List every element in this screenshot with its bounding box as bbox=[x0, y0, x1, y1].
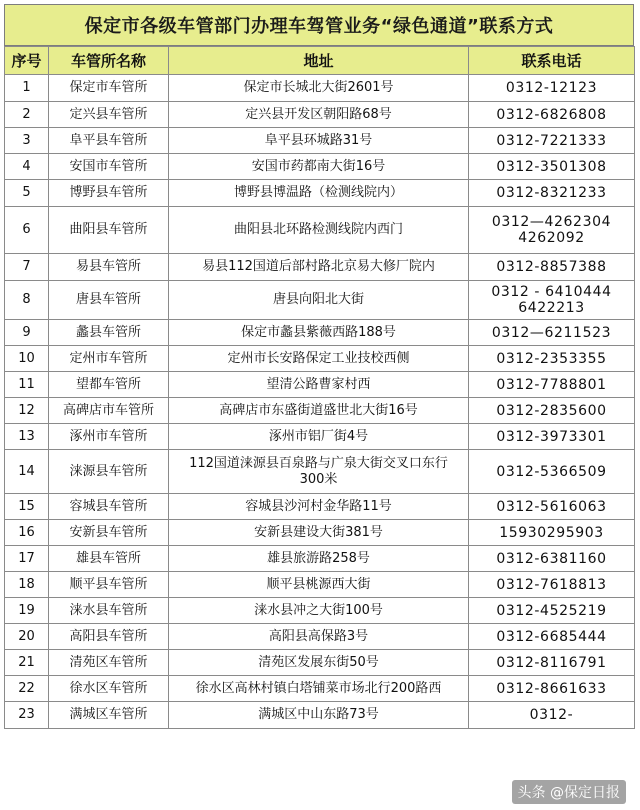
cell-index bbox=[5, 702, 49, 729]
cell-index-text: 16 bbox=[18, 524, 35, 540]
table-row bbox=[5, 398, 635, 424]
cell-phone bbox=[469, 424, 635, 450]
cell-address-text: 保定市长城北大街2601号 bbox=[243, 80, 394, 95]
cell-phone-text: 0312-2353355 bbox=[496, 350, 607, 367]
table-row bbox=[5, 102, 635, 128]
cell-office-text: 易县车管所 bbox=[75, 259, 141, 274]
cell-index-text: 1 bbox=[22, 80, 31, 95]
cell-index-text: 7 bbox=[22, 259, 31, 274]
cell-phone bbox=[469, 128, 635, 154]
cell-index bbox=[5, 320, 49, 346]
cell-office bbox=[49, 254, 169, 281]
cell-address-text: 唐县向阳北大街 bbox=[272, 292, 364, 307]
cell-address-text: 曲阳县北环路检测线院内西门 bbox=[233, 222, 403, 237]
cell-office bbox=[49, 207, 169, 254]
cell-address-text: 涞水县冲之大街100号 bbox=[254, 602, 383, 618]
table-row bbox=[5, 75, 635, 102]
header-office: 车管所名称 bbox=[49, 47, 169, 75]
cell-address bbox=[169, 75, 469, 102]
cell-address bbox=[169, 372, 469, 398]
cell-address bbox=[169, 572, 469, 598]
cell-office bbox=[49, 346, 169, 372]
cell-office-text: 唐县车管所 bbox=[75, 292, 141, 307]
cell-index-text: 6 bbox=[22, 222, 31, 237]
cell-office bbox=[49, 281, 169, 320]
cell-index bbox=[5, 650, 49, 676]
table-row bbox=[5, 154, 635, 180]
cell-address-text: 清苑区发展东街50号 bbox=[258, 654, 379, 670]
table-row bbox=[5, 702, 635, 729]
cell-index-text: 5 bbox=[22, 185, 31, 200]
cell-phone-text: 0312-6381160 bbox=[496, 550, 607, 567]
cell-index-text: 17 bbox=[18, 550, 35, 566]
table-row bbox=[5, 520, 635, 546]
cell-index-text: 19 bbox=[18, 602, 35, 618]
cell-index-text: 4 bbox=[22, 158, 31, 174]
cell-phone-text: 0312-5366509 bbox=[496, 463, 607, 480]
table-row bbox=[5, 320, 635, 346]
cell-index bbox=[5, 546, 49, 572]
cell-address-text: 雄县旅游路258号 bbox=[267, 550, 370, 566]
cell-office-text: 高阳县车管所 bbox=[69, 628, 148, 644]
cell-address bbox=[169, 450, 469, 494]
cell-office bbox=[49, 424, 169, 450]
cell-address bbox=[169, 676, 469, 702]
cell-index bbox=[5, 424, 49, 450]
table-row bbox=[5, 346, 635, 372]
cell-phone bbox=[469, 75, 635, 102]
cell-address bbox=[169, 650, 469, 676]
cell-address-text: 安国市药都南大街16号 bbox=[251, 158, 386, 174]
cell-phone bbox=[469, 650, 635, 676]
cell-phone-text: 0312—4262304 bbox=[491, 214, 612, 230]
cell-office bbox=[49, 494, 169, 520]
cell-phone bbox=[469, 320, 635, 346]
sheet-title: 保定市各级车管部门办理车驾管业务“绿色通道”联系方式 bbox=[4, 4, 634, 46]
cell-office bbox=[49, 180, 169, 207]
cell-phone bbox=[469, 546, 635, 572]
cell-address bbox=[169, 494, 469, 520]
cell-index-text: 18 bbox=[18, 576, 35, 592]
cell-office-text: 清苑区车管所 bbox=[69, 654, 148, 670]
cell-index bbox=[5, 450, 49, 494]
cell-office bbox=[49, 128, 169, 154]
cell-index bbox=[5, 281, 49, 320]
cell-phone-text: 0312-3501308 bbox=[496, 158, 607, 175]
cell-address-text: 高碑店市东盛街道盛世北大街16号 bbox=[219, 402, 418, 418]
cell-office bbox=[49, 102, 169, 128]
cell-phone-text: 0312-8116791 bbox=[496, 654, 607, 671]
cell-phone bbox=[469, 450, 635, 494]
cell-phone-text: 0312-3973301 bbox=[496, 428, 607, 445]
table-body bbox=[5, 75, 635, 729]
cell-office bbox=[49, 398, 169, 424]
header-address: 地址 bbox=[169, 47, 469, 75]
cell-index-text: 14 bbox=[18, 463, 35, 479]
cell-phone-text: 0312-5616063 bbox=[496, 498, 607, 515]
cell-office-text: 安新县车管所 bbox=[69, 524, 148, 540]
cell-index bbox=[5, 598, 49, 624]
cell-office bbox=[49, 520, 169, 546]
cell-phone-text: 0312-12123 bbox=[505, 80, 598, 96]
cell-office-text: 满城区车管所 bbox=[69, 707, 148, 722]
cell-address bbox=[169, 254, 469, 281]
cell-index bbox=[5, 128, 49, 154]
cell-phone bbox=[469, 102, 635, 128]
cell-office-text: 顺平县车管所 bbox=[69, 576, 148, 592]
cell-office-text: 蠡县车管所 bbox=[75, 324, 141, 340]
cell-office-text: 望都车管所 bbox=[75, 376, 141, 392]
table-row bbox=[5, 624, 635, 650]
cell-index bbox=[5, 254, 49, 281]
cell-phone-text: 0312-4525219 bbox=[496, 602, 607, 619]
cell-phone-text: 0312- bbox=[529, 707, 574, 723]
cell-index bbox=[5, 572, 49, 598]
table-row bbox=[5, 572, 635, 598]
cell-office-text: 雄县车管所 bbox=[75, 550, 141, 566]
cell-address bbox=[169, 598, 469, 624]
cell-phone bbox=[469, 624, 635, 650]
cell-office-text: 安国市车管所 bbox=[69, 158, 148, 174]
cell-office-text: 徐水区车管所 bbox=[69, 680, 148, 696]
cell-address-text: 博野县博温路（检测线院内） bbox=[233, 185, 403, 200]
header-phone: 联系电话 bbox=[469, 47, 635, 75]
cell-index-text: 8 bbox=[22, 292, 31, 307]
cell-phone bbox=[469, 207, 635, 254]
table-row bbox=[5, 450, 635, 494]
cell-index bbox=[5, 75, 49, 102]
cell-office-text: 高碑店市车管所 bbox=[62, 402, 154, 418]
cell-address-text: 安新县建设大街381号 bbox=[254, 524, 383, 540]
cell-index-text: 20 bbox=[18, 628, 35, 644]
cell-address-text: 112国道涞源县百泉路与广泉大街交叉口东行 bbox=[189, 455, 448, 471]
cell-phone-text: 0312-7618813 bbox=[496, 576, 607, 593]
cell-address bbox=[169, 546, 469, 572]
cell-index bbox=[5, 372, 49, 398]
cell-phone bbox=[469, 702, 635, 729]
cell-office bbox=[49, 154, 169, 180]
table-row bbox=[5, 494, 635, 520]
cell-address bbox=[169, 346, 469, 372]
cell-index-text: 2 bbox=[22, 106, 31, 122]
table-row bbox=[5, 372, 635, 398]
cell-phone-text: 0312-2835600 bbox=[496, 402, 607, 419]
cell-address-text: 定兴县开发区朝阳路68号 bbox=[245, 106, 392, 122]
cell-index-text: 22 bbox=[18, 680, 35, 696]
cell-index-text: 11 bbox=[18, 376, 35, 392]
header-index: 序号 bbox=[5, 47, 49, 75]
cell-address bbox=[169, 180, 469, 207]
cell-office bbox=[49, 572, 169, 598]
table-row bbox=[5, 598, 635, 624]
cell-index-text: 3 bbox=[22, 132, 31, 148]
cell-address-text: 徐水区高林村镇白塔铺菜市场北行200路西 bbox=[195, 680, 442, 696]
cell-index bbox=[5, 346, 49, 372]
cell-office-text: 涿州市车管所 bbox=[69, 428, 148, 444]
cell-index bbox=[5, 676, 49, 702]
cell-address bbox=[169, 424, 469, 450]
table-row bbox=[5, 180, 635, 207]
cell-address bbox=[169, 128, 469, 154]
cell-phone bbox=[469, 154, 635, 180]
cell-address-text: 容城县沙河村金华路11号 bbox=[245, 498, 392, 514]
cell-phone bbox=[469, 520, 635, 546]
table-row bbox=[5, 207, 635, 254]
cell-phone-text: 0312-7221333 bbox=[496, 132, 607, 149]
cell-index bbox=[5, 154, 49, 180]
cell-index-text: 12 bbox=[18, 402, 35, 418]
cell-office-text: 阜平县车管所 bbox=[69, 132, 148, 148]
cell-phone bbox=[469, 676, 635, 702]
cell-phone-text: 0312-8321233 bbox=[496, 185, 607, 201]
cell-office bbox=[49, 702, 169, 729]
cell-office-text: 涞源县车管所 bbox=[69, 463, 148, 479]
cell-address-text: 阜平县环城路31号 bbox=[264, 132, 373, 148]
watermark: 头条 @保定日报 bbox=[512, 780, 626, 804]
table-row bbox=[5, 650, 635, 676]
cell-phone bbox=[469, 180, 635, 207]
cell-index bbox=[5, 180, 49, 207]
cell-address-text: 300米 bbox=[299, 471, 338, 487]
table-row bbox=[5, 254, 635, 281]
cell-index-text: 10 bbox=[18, 350, 35, 366]
cell-index-text: 15 bbox=[18, 498, 35, 514]
cell-phone bbox=[469, 572, 635, 598]
cell-phone bbox=[469, 372, 635, 398]
cell-address bbox=[169, 207, 469, 254]
cell-phone-text: 0312-8857388 bbox=[496, 259, 607, 275]
cell-office bbox=[49, 320, 169, 346]
cell-phone-text: 0312 - 6410444 bbox=[491, 284, 612, 300]
cell-office-text: 博野县车管所 bbox=[69, 185, 148, 200]
cell-index-text: 23 bbox=[18, 707, 35, 722]
table-row bbox=[5, 676, 635, 702]
cell-phone-text: 6422213 bbox=[518, 300, 585, 316]
cell-index-text: 13 bbox=[18, 428, 35, 444]
table-row bbox=[5, 128, 635, 154]
cell-phone bbox=[469, 598, 635, 624]
table-row bbox=[5, 546, 635, 572]
cell-address-text: 满城区中山东路73号 bbox=[258, 707, 379, 722]
cell-phone bbox=[469, 346, 635, 372]
cell-phone-text: 0312-7788801 bbox=[496, 376, 607, 393]
cell-index bbox=[5, 624, 49, 650]
cell-address bbox=[169, 154, 469, 180]
cell-index bbox=[5, 398, 49, 424]
cell-phone-text: 0312-6826808 bbox=[496, 106, 607, 123]
cell-address-text: 易县112国道后部村路北京易大修厂院内 bbox=[202, 259, 435, 274]
cell-address bbox=[169, 520, 469, 546]
cell-phone bbox=[469, 254, 635, 281]
cell-address-text: 定州市长安路保定工业技校西侧 bbox=[227, 350, 410, 366]
cell-phone-text: 0312—6211523 bbox=[491, 324, 612, 341]
cell-index bbox=[5, 520, 49, 546]
table-header-row bbox=[5, 47, 635, 75]
cell-office bbox=[49, 650, 169, 676]
cell-address bbox=[169, 281, 469, 320]
cell-office bbox=[49, 676, 169, 702]
cell-office bbox=[49, 372, 169, 398]
cell-address-text: 顺平县桃源西大街 bbox=[266, 576, 371, 592]
cell-address-text: 高阳县高保路3号 bbox=[268, 628, 369, 644]
cell-office-text: 涞水县车管所 bbox=[69, 602, 148, 618]
cell-phone bbox=[469, 494, 635, 520]
cell-index bbox=[5, 102, 49, 128]
cell-phone-text: 0312-8661633 bbox=[496, 680, 607, 697]
cell-phone-text: 15930295903 bbox=[499, 524, 604, 541]
cell-office bbox=[49, 546, 169, 572]
cell-address-text: 望清公路曹家村西 bbox=[266, 376, 371, 392]
cell-phone bbox=[469, 281, 635, 320]
cell-index bbox=[5, 494, 49, 520]
cell-office-text: 曲阳县车管所 bbox=[69, 222, 148, 237]
contact-table bbox=[4, 46, 635, 729]
cell-office-text: 定兴县车管所 bbox=[69, 106, 148, 122]
cell-phone bbox=[469, 398, 635, 424]
cell-office bbox=[49, 624, 169, 650]
cell-address-text: 保定市蠡县紫薇西路188号 bbox=[241, 324, 396, 340]
cell-index-text: 9 bbox=[22, 324, 31, 340]
cell-office bbox=[49, 75, 169, 102]
cell-address-text: 涿州市铝厂街4号 bbox=[268, 428, 369, 444]
cell-index bbox=[5, 207, 49, 254]
cell-address bbox=[169, 102, 469, 128]
cell-office bbox=[49, 598, 169, 624]
cell-office-text: 定州市车管所 bbox=[69, 350, 148, 366]
cell-address bbox=[169, 320, 469, 346]
cell-index-text: 21 bbox=[18, 654, 35, 670]
cell-office-text: 保定市车管所 bbox=[69, 80, 148, 95]
cell-address bbox=[169, 398, 469, 424]
cell-office bbox=[49, 450, 169, 494]
cell-phone-text: 4262092 bbox=[518, 230, 585, 246]
cell-phone-text: 0312-6685444 bbox=[496, 628, 607, 645]
cell-address bbox=[169, 702, 469, 729]
cell-address bbox=[169, 624, 469, 650]
table-row bbox=[5, 424, 635, 450]
cell-office-text: 容城县车管所 bbox=[69, 498, 148, 514]
table-row bbox=[5, 281, 635, 320]
